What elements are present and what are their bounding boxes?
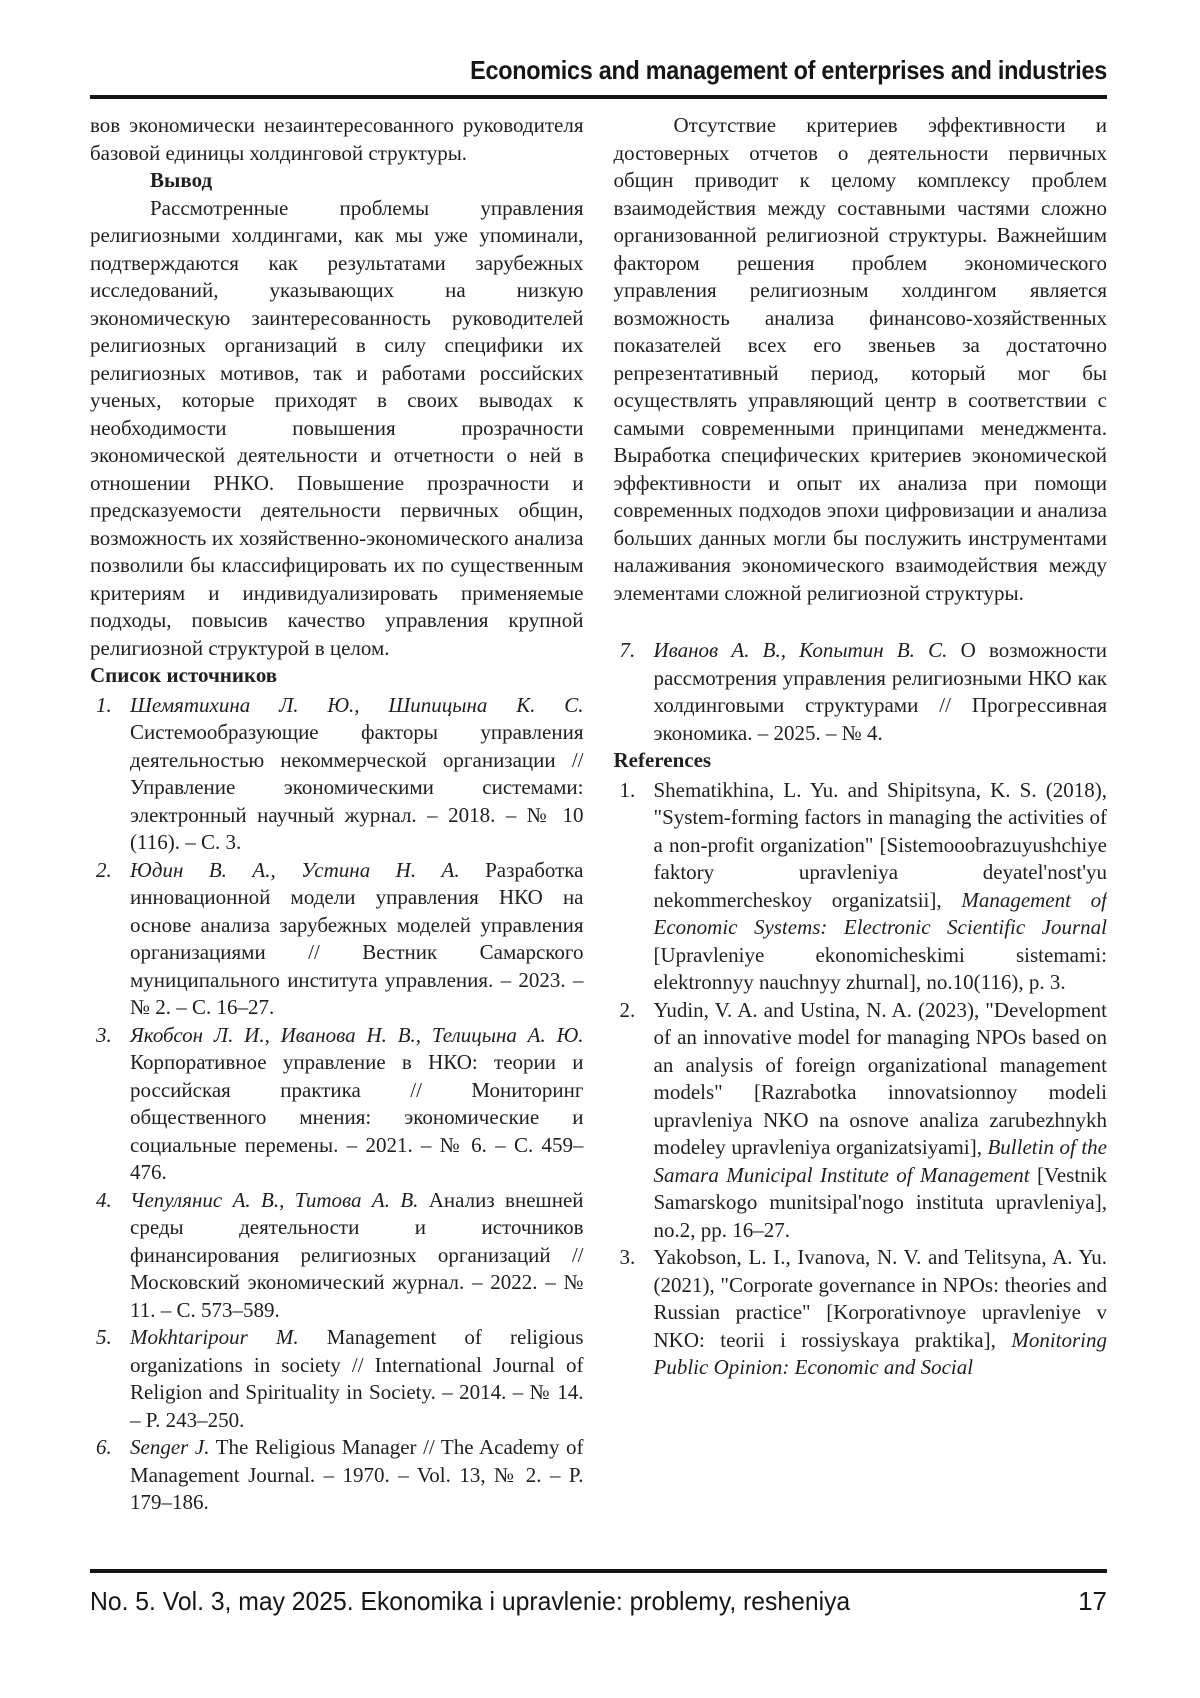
source-number: 5. [96, 1325, 112, 1349]
reference-number: 1. [619, 777, 636, 802]
sources-list [90, 692, 584, 1517]
source-item [90, 692, 584, 857]
footer-row [90, 1586, 1107, 1617]
source-authors: Юдин В. А., Устина Н. А. [130, 857, 460, 882]
intro-paragraph: Отсутствие критериев эффективности и достоверных отчетов о деятельности первичных общин приводит к целому комплексу проблем взаимодействия между составными частями сложно организованной религиозной структуры. Важнейшим фактором решения проблем экономического управления религиозным холдингом является возможность анализа финансово-хозяйственных показателей всех его звеньев за достаточно репрезентативный период, который мог бы осуществлять управляющий центр в соответствии с самыми современными принципами менеджмента. Выработка специфических критериев экономической эффективности и опыт их анализа при помощи современных подходов эпохи цифровизации и анализа больших данных могли бы послужить инструментами налаживания экономического взаимодействия между элементами сложной религиозной структуры. [613, 113, 1107, 605]
reference-text-post: [Upravleniye ekonomicheskimi sistemami: elektronnyy nauchnyy zhurnal], no.10(116), p. 3. [653, 942, 1107, 994]
page-footer [90, 1569, 1107, 1617]
source-number: 2. [96, 857, 112, 882]
journal-title: Monitoring Public Opinion: Economic and Social [653, 1327, 1107, 1379]
source-item [90, 857, 584, 1022]
source-item [90, 1434, 584, 1517]
journal-title: Management of Economic Systems: Electronic Scientific Journal [653, 887, 1107, 939]
reference-item [614, 997, 1108, 1245]
reference-item [614, 777, 1108, 997]
reference-number: 2. [619, 997, 636, 1022]
footer-page-number: 17 [1078, 1586, 1107, 1616]
source-authors: Якобсон Л. И., Иванова Н. В., Телицына А. Ю. [130, 1022, 584, 1047]
footer-rule [90, 1569, 1107, 1573]
source-number: 1. [96, 692, 112, 717]
source-number: 4. [96, 1187, 112, 1212]
running-head-title: Economics and management of enterprises and industries [470, 55, 1107, 85]
references-list [614, 777, 1108, 1382]
source-authors: Senger J. [130, 1435, 210, 1459]
reference-text-pre: Yakobson, L. I., Ivanova, N. V. and Telitsyna, A. Yu. (2021), "Corporate governance in NPOs: theories and Russian practice" [Korporativnoye upravleniye v NKO: teorii i rossiyskaya praktika], [653, 1245, 1107, 1352]
references-heading: References [613, 748, 712, 772]
left-column [90, 112, 584, 1565]
source-authors: Иванов А. В., Копытин В. С. [653, 638, 948, 662]
continuation-paragraph: вов экономически незаинтересованного руководителя базовой единицы холдинговой структуры. [90, 113, 584, 165]
two-column-body [90, 112, 1107, 1565]
header-rule [90, 95, 1107, 99]
reference-text-post: [Vestnik Samarskogo munitsipal'nogo instituta upravleniya], no.2, pp. 16–27. [653, 1162, 1107, 1242]
source-authors: Шемятихина Л. Ю., Шипицына К. С. [130, 692, 584, 717]
source-number: 3. [96, 1022, 112, 1047]
source-text: Анализ внешней среды деятельности и источников финансирования религиозных организаций // Московский экономический журнал. – 2022. – № 11. – С. 573–589. [130, 1187, 584, 1322]
source-text: Management of religious organizations in society // International Journal of Religion and Spirituality in Society. – 2014. – № 14. – P. 243–250. [130, 1325, 584, 1432]
conclusion-paragraph: Рассмотренные проблемы управления религиозными холдингами, как мы уже упоминали, подтверждаются как результатами зарубежных исследований, указывающих на низкую экономическую заинтересованность руководителей религиозных организаций в силу специфики их религиозных мотивов, так и работами российских ученых, которые приходят в своих выводах к необходимости повышения прозрачности экономической деятельности и отчетности о ней в отношении РНКО. Повышение прозрачности и предсказуемости деятельности первичных общин, возможность их хозяйственно-экономического анализа позволили бы классифицировать их по существенным критериям и индивидуализировать применяемые подходы, повысив качество управления крупной религиозной структурой в целом. [90, 195, 584, 660]
source-text: Разработка инновационной модели управления НКО на основе анализа зарубежных моделей управления организациями // Вестник Самарского муниципального института управления. – 2023. – № 2. – С. 16–27. [130, 857, 584, 1019]
right-column [614, 112, 1108, 1565]
source-item [90, 1187, 584, 1325]
reference-item [614, 1244, 1108, 1382]
source-text: Системообразующие факторы управления деятельностью некоммерческой организации // Управление экономическими системами: электронный научный журнал. – 2018. – № 10 (116). – С. 3. [130, 720, 584, 854]
reference-text-pre: Shematikhina, L. Yu. and Shipitsyna, K. S. (2018), "System-forming factors in managing the activities of a non-profit organization" [Sistemooobrazuyushchiye faktory upravleniya deyatel'nost'yu nekommercheskoy organizatsii], [653, 777, 1107, 912]
source-number: 6. [96, 1435, 112, 1459]
source-text: О возможности рассмотрения управления религиозными НКО как холдинговыми структурами // Прогрессивная экономика. – 2025. – № 4. [653, 638, 1107, 745]
conclusion-heading: Вывод [150, 168, 213, 192]
footer-issue-info: No. 5. Vol. 3, may 2025. Ekonomika i upravlenie: problemy, resheniya [90, 1586, 851, 1616]
source-authors: Mokhtaripour M. [130, 1325, 299, 1349]
source-authors: Чепулянис А. В., Титова А. В. [130, 1187, 419, 1212]
source-item [90, 1324, 584, 1434]
source-item [90, 1022, 584, 1187]
page-header [90, 54, 1107, 99]
source-text: Корпоративное управление в НКО: теории и российская практика // Мониторинг общественного мнения: экономические и социальные перемены. – 2021. – № 6. – С. 459–476. [130, 1050, 584, 1184]
journal-title: Bulletin of the Samara Municipal Institute of Management [653, 1135, 1107, 1187]
reference-number: 3. [619, 1245, 636, 1269]
source-text: The Religious Manager // The Academy of Management Journal. – 1970. – Vol. 13, № 2. – P. 179–186. [130, 1435, 584, 1514]
sources-heading: Список источников [90, 663, 278, 687]
source-number: 7. [619, 638, 636, 662]
reference-text-pre: Yudin, V. A. and Ustina, N. A. (2023), "Development of an innovative model for managing NPOs based on an analysis of foreign organizational management models" [Razrabotka innovatsionnoy modeli upravleniya NKO na osnove analiza zarubezhnykh modeley upravleniya organizatsiyami], [653, 997, 1107, 1159]
source-item-7 [614, 637, 1108, 747]
